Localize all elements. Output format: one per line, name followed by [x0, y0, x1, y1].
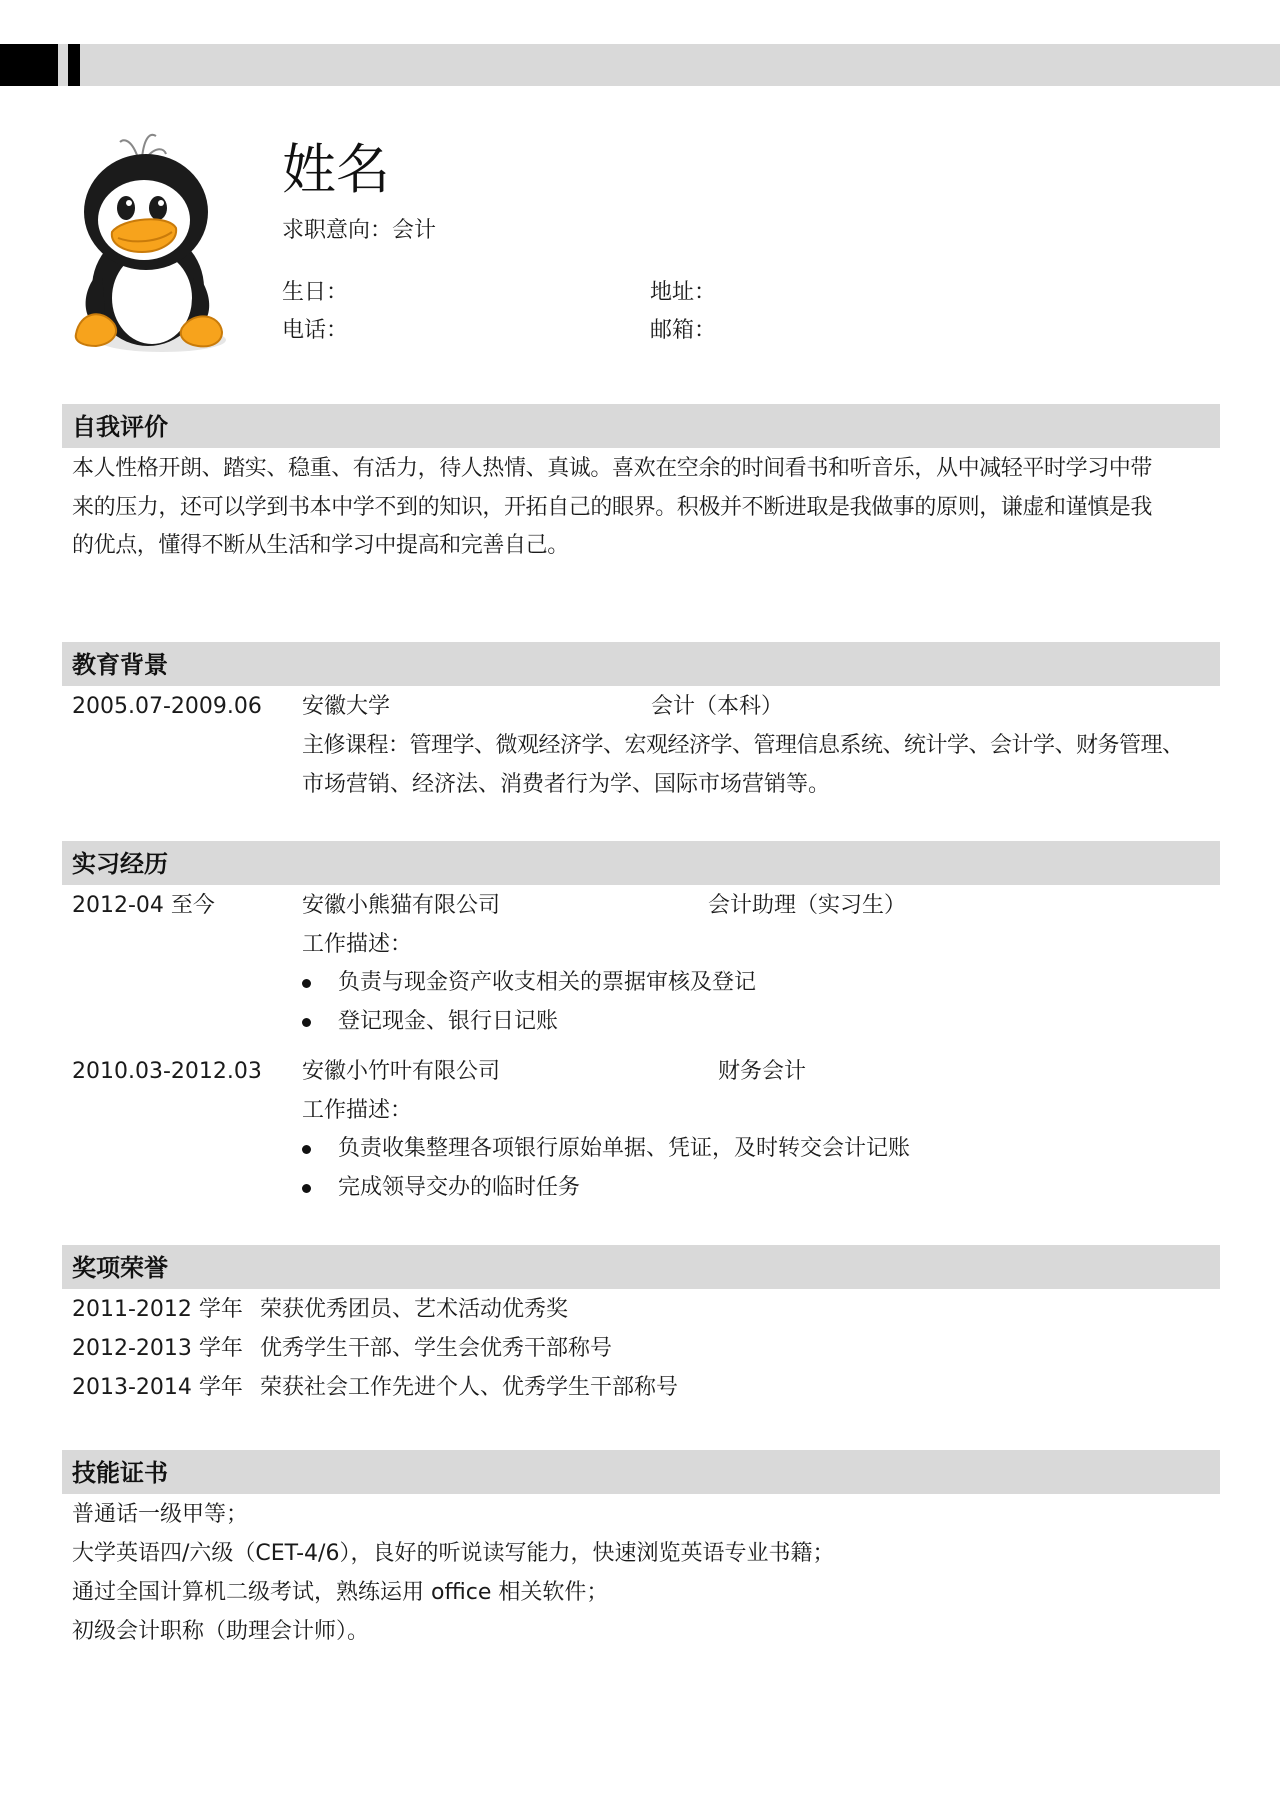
job-bullet-text: 负责与现金资产收支相关的票据审核及登记	[338, 970, 757, 995]
award-year: 2013-2014 学年	[72, 1375, 243, 1400]
section-title: 技能证书	[72, 1459, 168, 1487]
section-header-internship	[62, 841, 1220, 885]
job-period: 2010.03-2012.03	[72, 1059, 262, 1084]
job-role: 财务会计	[718, 1059, 807, 1084]
self-eval-line: 来的压力，还可以学到书本中学不到的知识，开拓自己的眼界。积极并不断进取是我做事的原则，谦虚和谨慎是我	[72, 494, 1153, 520]
self-eval-text	[72, 450, 1222, 566]
education-school: 安徽大学	[302, 694, 391, 719]
candidate-name: 姓名	[282, 138, 390, 201]
top-banner	[0, 44, 1280, 86]
banner-block-small	[68, 44, 80, 86]
award-text: 优秀学生干部、学生会优秀干部称号	[260, 1336, 613, 1361]
section-header-self-eval	[62, 404, 1220, 448]
banner-block-large	[0, 44, 58, 86]
award-text: 荣获社会工作先进个人、优秀学生干部称号	[260, 1375, 679, 1400]
phone-label: 电话：	[282, 318, 349, 343]
section-title: 自我评价	[72, 413, 168, 441]
self-eval-line: 的优点，懂得不断从生活和学习中提高和完善自己。	[72, 533, 569, 558]
job-role: 会计助理（实习生）	[708, 893, 907, 918]
award-text: 荣获优秀团员、艺术活动优秀奖	[260, 1297, 569, 1322]
education-courses-line: 市场营销、经济法、消费者行为学、国际市场营销等。	[302, 772, 831, 797]
job-desc-label: 工作描述：	[302, 1098, 413, 1123]
section-header-awards	[62, 1245, 1220, 1289]
award-year: 2012-2013 学年	[72, 1336, 243, 1361]
skill-item: 大学英语四/六级（CET-4/6），良好的听说读写能力，快速浏览英语专业书籍；	[72, 1541, 835, 1566]
bullet-dot	[302, 1145, 311, 1154]
section-title: 教育背景	[72, 651, 168, 679]
job-company: 安徽小竹叶有限公司	[302, 1059, 501, 1084]
education-courses-line: 主修课程：管理学、微观经济学、宏观经济学、管理信息系统、统计学、会计学、财务管理、	[302, 733, 1184, 758]
email-label: 邮箱：	[650, 318, 717, 343]
skill-item: 初级会计职称（助理会计师）。	[72, 1619, 370, 1644]
bullet-dot	[302, 1184, 311, 1193]
birthday-label: 生日：	[282, 280, 349, 305]
avatar	[72, 128, 240, 360]
section-header-skills	[62, 1450, 1220, 1494]
education-period: 2005.07-2009.06	[72, 694, 262, 719]
skill-item: 通过全国计算机二级考试，熟练运用 office 相关软件；	[72, 1580, 609, 1605]
job-company: 安徽小熊猫有限公司	[302, 893, 501, 918]
section-title: 奖项荣誉	[72, 1254, 168, 1282]
job-bullet-text: 负责收集整理各项银行原始单据、凭证，及时转交会计记账	[338, 1136, 911, 1161]
job-desc-label: 工作描述：	[302, 932, 413, 957]
bullet-dot	[302, 1018, 311, 1027]
address-label: 地址：	[650, 280, 717, 305]
award-year: 2011-2012 学年	[72, 1297, 243, 1322]
skill-item: 普通话一级甲等；	[72, 1502, 249, 1527]
job-bullet-text: 登记现金、银行日记账	[338, 1009, 559, 1034]
section-title: 实习经历	[72, 850, 168, 878]
job-intent: 求职意向：会计	[282, 218, 437, 243]
job-bullet-text: 完成领导交办的临时任务	[338, 1175, 581, 1200]
penguin-avatar-icon	[72, 128, 240, 360]
education-major: 会计（本科）	[651, 694, 784, 719]
section-header-education	[62, 642, 1220, 686]
job-period: 2012-04 至今	[72, 893, 215, 918]
self-eval-line: 本人性格开朗、踏实、稳重、有活力，待人热情、真诚。喜欢在空余的时间看书和听音乐，从中减轻平时学习中带	[72, 456, 1153, 481]
bullet-dot	[302, 979, 311, 988]
